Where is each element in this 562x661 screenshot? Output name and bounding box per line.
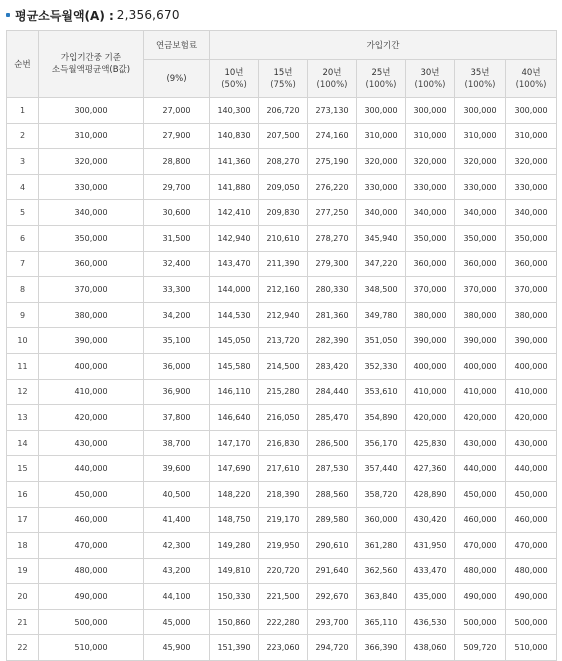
table-cell: 146,640 [210, 405, 259, 431]
table-cell: 141,880 [210, 174, 259, 200]
table-row [7, 507, 557, 533]
table-cell: 300,000 [455, 98, 506, 124]
table-cell: 352,330 [357, 353, 406, 379]
table-cell: 273,130 [308, 98, 357, 124]
table-cell: 142,940 [210, 225, 259, 251]
table-cell: 430,000 [39, 430, 144, 456]
table-cell: 147,690 [210, 456, 259, 482]
table-cell: 281,360 [308, 302, 357, 328]
table-cell: 320,000 [406, 149, 455, 175]
row-index-cell: 5 [7, 200, 39, 226]
table-cell: 340,000 [357, 200, 406, 226]
row-index-cell: 10 [7, 328, 39, 354]
table-cell: 350,000 [39, 225, 144, 251]
header-index: 순번 [7, 31, 39, 98]
table-cell: 500,000 [455, 609, 506, 635]
table-cell: 353,610 [357, 379, 406, 405]
table-cell: 292,670 [308, 584, 357, 610]
table-cell: 330,000 [39, 174, 144, 200]
period-rate: (100%) [464, 79, 496, 90]
table-cell: 428,890 [406, 481, 455, 507]
table-cell: 363,840 [357, 584, 406, 610]
table-cell: 357,440 [357, 456, 406, 482]
table-body [7, 98, 557, 661]
table-cell: 351,050 [357, 328, 406, 354]
row-index-cell: 12 [7, 379, 39, 405]
table-row [7, 456, 557, 482]
table-cell: 310,000 [506, 123, 557, 149]
table-cell: 450,000 [506, 481, 557, 507]
table-cell: 470,000 [455, 533, 506, 559]
table-cell: 450,000 [455, 481, 506, 507]
table-cell: 400,000 [506, 353, 557, 379]
table-cell: 284,440 [308, 379, 357, 405]
table-cell: 380,000 [406, 302, 455, 328]
table-cell: 148,750 [210, 507, 259, 533]
table-cell: 142,410 [210, 200, 259, 226]
table-cell: 400,000 [406, 353, 455, 379]
table-cell: 288,560 [308, 481, 357, 507]
table-cell: 500,000 [39, 609, 144, 635]
table-cell: 360,000 [357, 507, 406, 533]
table-row [7, 123, 557, 149]
table-cell: 145,580 [210, 353, 259, 379]
table-cell: 37,800 [144, 405, 210, 431]
pension-table [6, 30, 557, 661]
header-period-5 [406, 60, 455, 98]
page-title [6, 6, 180, 24]
table-cell: 360,000 [39, 251, 144, 277]
table-row [7, 302, 557, 328]
table-cell: 38,700 [144, 430, 210, 456]
table-cell: 27,000 [144, 98, 210, 124]
row-index-cell: 8 [7, 277, 39, 303]
table-row [7, 481, 557, 507]
table-cell: 291,640 [308, 558, 357, 584]
row-index-cell: 17 [7, 507, 39, 533]
table-cell: 45,000 [144, 609, 210, 635]
table-cell: 283,420 [308, 353, 357, 379]
row-index-cell: 2 [7, 123, 39, 149]
table-cell: 285,470 [308, 405, 357, 431]
table-cell: 146,110 [210, 379, 259, 405]
table-cell: 290,610 [308, 533, 357, 559]
table-cell: 510,000 [506, 635, 557, 661]
table-cell: 509,720 [455, 635, 506, 661]
table-cell: 300,000 [406, 98, 455, 124]
table-cell: 209,050 [259, 174, 308, 200]
table-cell: 294,720 [308, 635, 357, 661]
table-cell: 278,270 [308, 225, 357, 251]
table-cell: 390,000 [455, 328, 506, 354]
table-cell: 151,390 [210, 635, 259, 661]
table-cell: 410,000 [39, 379, 144, 405]
table-cell: 420,000 [455, 405, 506, 431]
table-cell: 340,000 [406, 200, 455, 226]
header-period-3 [308, 60, 357, 98]
table-row [7, 584, 557, 610]
table-row [7, 251, 557, 277]
table-cell: 360,000 [455, 251, 506, 277]
table-cell: 320,000 [39, 149, 144, 175]
row-index-cell: 18 [7, 533, 39, 559]
table-cell: 350,000 [406, 225, 455, 251]
table-cell: 330,000 [357, 174, 406, 200]
table-cell: 40,500 [144, 481, 210, 507]
period-years: 35년 [470, 67, 490, 78]
table-cell: 430,420 [406, 507, 455, 533]
table-cell: 27,900 [144, 123, 210, 149]
table-cell: 431,950 [406, 533, 455, 559]
table-cell: 356,170 [357, 430, 406, 456]
table-cell: 370,000 [406, 277, 455, 303]
table-cell: 366,390 [357, 635, 406, 661]
table-cell: 360,000 [506, 251, 557, 277]
row-index-cell: 13 [7, 405, 39, 431]
table-cell: 289,580 [308, 507, 357, 533]
table-cell: 212,160 [259, 277, 308, 303]
table-cell: 420,000 [506, 405, 557, 431]
table-cell: 215,280 [259, 379, 308, 405]
table-cell: 480,000 [39, 558, 144, 584]
table-cell: 279,300 [308, 251, 357, 277]
table-cell: 216,830 [259, 430, 308, 456]
table-cell: 365,110 [357, 609, 406, 635]
table-cell: 358,720 [357, 481, 406, 507]
table-cell: 370,000 [455, 277, 506, 303]
table-row [7, 379, 557, 405]
table-row [7, 558, 557, 584]
table-row [7, 149, 557, 175]
table-cell: 362,560 [357, 558, 406, 584]
table-cell: 44,100 [144, 584, 210, 610]
table-cell: 28,800 [144, 149, 210, 175]
table-cell: 39,600 [144, 456, 210, 482]
table-cell: 470,000 [506, 533, 557, 559]
table-row [7, 609, 557, 635]
table-cell: 310,000 [455, 123, 506, 149]
table-cell: 213,720 [259, 328, 308, 354]
row-index-cell: 21 [7, 609, 39, 635]
table-row [7, 430, 557, 456]
table-cell: 361,280 [357, 533, 406, 559]
table-cell: 216,050 [259, 405, 308, 431]
bullet-icon [6, 13, 10, 17]
table-cell: 436,530 [406, 609, 455, 635]
table-cell: 435,000 [406, 584, 455, 610]
table-cell: 320,000 [506, 149, 557, 175]
header-income-line1: 가입기간중 기준 [60, 53, 122, 63]
period-rate: (100%) [316, 79, 348, 90]
table-cell: 43,200 [144, 558, 210, 584]
row-index-cell: 1 [7, 98, 39, 124]
table-cell: 207,500 [259, 123, 308, 149]
table-cell: 380,000 [455, 302, 506, 328]
header-row-1 [7, 31, 557, 60]
header-period-7 [506, 60, 557, 98]
table-cell: 400,000 [39, 353, 144, 379]
table-cell: 149,810 [210, 558, 259, 584]
table-row [7, 225, 557, 251]
table-cell: 34,200 [144, 302, 210, 328]
period-rate: (100%) [365, 79, 397, 90]
table-cell: 490,000 [39, 584, 144, 610]
row-index-cell: 7 [7, 251, 39, 277]
table-cell: 349,780 [357, 302, 406, 328]
table-cell: 320,000 [357, 149, 406, 175]
period-rate: (50%) [221, 79, 247, 90]
row-index-cell: 20 [7, 584, 39, 610]
table-cell: 438,060 [406, 635, 455, 661]
period-rate: (100%) [515, 79, 547, 90]
table-row [7, 98, 557, 124]
table-cell: 427,360 [406, 456, 455, 482]
table-cell: 206,720 [259, 98, 308, 124]
header-income [39, 31, 144, 98]
table-cell: 208,270 [259, 149, 308, 175]
table-cell: 274,160 [308, 123, 357, 149]
table-cell: 150,860 [210, 609, 259, 635]
table-cell: 276,220 [308, 174, 357, 200]
table-cell: 218,390 [259, 481, 308, 507]
row-index-cell: 15 [7, 456, 39, 482]
table-cell: 141,360 [210, 149, 259, 175]
table-cell: 390,000 [39, 328, 144, 354]
period-years: 40년 [521, 67, 541, 78]
table-cell: 350,000 [455, 225, 506, 251]
table-row [7, 174, 557, 200]
table-row [7, 328, 557, 354]
table-cell: 420,000 [406, 405, 455, 431]
table-cell: 293,700 [308, 609, 357, 635]
table-cell: 300,000 [357, 98, 406, 124]
table-cell: 480,000 [455, 558, 506, 584]
table-cell: 440,000 [455, 456, 506, 482]
table-cell: 221,500 [259, 584, 308, 610]
table-cell: 430,000 [455, 430, 506, 456]
table-cell: 211,390 [259, 251, 308, 277]
table-cell: 460,000 [455, 507, 506, 533]
table-cell: 148,220 [210, 481, 259, 507]
table-cell: 300,000 [506, 98, 557, 124]
row-index-cell: 11 [7, 353, 39, 379]
table-cell: 460,000 [506, 507, 557, 533]
table-cell: 212,940 [259, 302, 308, 328]
table-cell: 32,400 [144, 251, 210, 277]
table-cell: 140,300 [210, 98, 259, 124]
table-cell: 149,280 [210, 533, 259, 559]
table-cell: 280,330 [308, 277, 357, 303]
table-cell: 222,280 [259, 609, 308, 635]
header-period-6 [455, 60, 506, 98]
table-cell: 380,000 [506, 302, 557, 328]
table-cell: 430,000 [506, 430, 557, 456]
header-income-line2: 소득월액평균액(B값) [51, 65, 131, 75]
period-years: 30년 [420, 67, 440, 78]
table-cell: 340,000 [506, 200, 557, 226]
table-cell: 490,000 [506, 584, 557, 610]
table-cell: 300,000 [39, 98, 144, 124]
table-cell: 219,950 [259, 533, 308, 559]
table-cell: 41,400 [144, 507, 210, 533]
table-cell: 223,060 [259, 635, 308, 661]
table-cell: 209,830 [259, 200, 308, 226]
table-cell: 433,470 [406, 558, 455, 584]
table-cell: 500,000 [506, 609, 557, 635]
row-index-cell: 9 [7, 302, 39, 328]
table-cell: 370,000 [39, 277, 144, 303]
header-premium: 연금보험료 [144, 31, 210, 60]
table-cell: 470,000 [39, 533, 144, 559]
table-cell: 282,390 [308, 328, 357, 354]
row-index-cell: 6 [7, 225, 39, 251]
table-cell: 214,500 [259, 353, 308, 379]
table-cell: 144,000 [210, 277, 259, 303]
period-years: 25년 [371, 67, 391, 78]
table-cell: 350,000 [506, 225, 557, 251]
table-row [7, 405, 557, 431]
table-row [7, 635, 557, 661]
table-cell: 380,000 [39, 302, 144, 328]
row-index-cell: 3 [7, 149, 39, 175]
table-cell: 310,000 [406, 123, 455, 149]
table-cell: 410,000 [406, 379, 455, 405]
table-cell: 347,220 [357, 251, 406, 277]
table-cell: 348,500 [357, 277, 406, 303]
table-cell: 150,330 [210, 584, 259, 610]
table-cell: 330,000 [406, 174, 455, 200]
average-income-value: 2,356,670 [116, 8, 180, 22]
average-income-label: 평균소득월액(A) : [15, 8, 114, 23]
table-cell: 400,000 [455, 353, 506, 379]
table-cell: 36,000 [144, 353, 210, 379]
table-cell: 460,000 [39, 507, 144, 533]
table-cell: 390,000 [406, 328, 455, 354]
table-cell: 275,190 [308, 149, 357, 175]
table-row [7, 533, 557, 559]
table-cell: 345,940 [357, 225, 406, 251]
period-years: 10년 [224, 67, 244, 78]
table-cell: 390,000 [506, 328, 557, 354]
table-cell: 340,000 [39, 200, 144, 226]
header-period: 가입기간 [210, 31, 557, 60]
table-cell: 45,900 [144, 635, 210, 661]
table-cell: 410,000 [506, 379, 557, 405]
table-cell: 450,000 [39, 481, 144, 507]
row-index-cell: 19 [7, 558, 39, 584]
table-cell: 490,000 [455, 584, 506, 610]
period-years: 20년 [322, 67, 342, 78]
table-cell: 410,000 [455, 379, 506, 405]
table-cell: 360,000 [406, 251, 455, 277]
table-cell: 310,000 [39, 123, 144, 149]
table-cell: 219,170 [259, 507, 308, 533]
table-cell: 30,600 [144, 200, 210, 226]
table-cell: 510,000 [39, 635, 144, 661]
table-cell: 425,830 [406, 430, 455, 456]
table-cell: 220,720 [259, 558, 308, 584]
table-cell: 286,500 [308, 430, 357, 456]
table-cell: 29,700 [144, 174, 210, 200]
table-row [7, 200, 557, 226]
table-cell: 31,500 [144, 225, 210, 251]
table-cell: 480,000 [506, 558, 557, 584]
table-cell: 354,890 [357, 405, 406, 431]
header-period-1 [210, 60, 259, 98]
table-cell: 330,000 [455, 174, 506, 200]
row-index-cell: 14 [7, 430, 39, 456]
table-cell: 42,300 [144, 533, 210, 559]
table-cell: 340,000 [455, 200, 506, 226]
table-cell: 36,900 [144, 379, 210, 405]
table-cell: 440,000 [39, 456, 144, 482]
table-cell: 420,000 [39, 405, 144, 431]
table-row [7, 353, 557, 379]
header-period-2 [259, 60, 308, 98]
table-cell: 330,000 [506, 174, 557, 200]
table-cell: 440,000 [506, 456, 557, 482]
table-cell: 144,530 [210, 302, 259, 328]
table-cell: 33,300 [144, 277, 210, 303]
row-index-cell: 4 [7, 174, 39, 200]
table-cell: 35,100 [144, 328, 210, 354]
table-cell: 277,250 [308, 200, 357, 226]
table-cell: 143,470 [210, 251, 259, 277]
row-index-cell: 16 [7, 481, 39, 507]
row-index-cell: 22 [7, 635, 39, 661]
table-cell: 147,170 [210, 430, 259, 456]
table-row [7, 277, 557, 303]
table-cell: 370,000 [506, 277, 557, 303]
table-cell: 320,000 [455, 149, 506, 175]
table-cell: 287,530 [308, 456, 357, 482]
table-cell: 210,610 [259, 225, 308, 251]
period-rate: (75%) [270, 79, 296, 90]
header-premium-rate: (9%) [144, 60, 210, 98]
header-period-4 [357, 60, 406, 98]
period-years: 15년 [273, 67, 293, 78]
table-cell: 145,050 [210, 328, 259, 354]
table-cell: 310,000 [357, 123, 406, 149]
table-cell: 140,830 [210, 123, 259, 149]
period-rate: (100%) [414, 79, 446, 90]
table-cell: 217,610 [259, 456, 308, 482]
